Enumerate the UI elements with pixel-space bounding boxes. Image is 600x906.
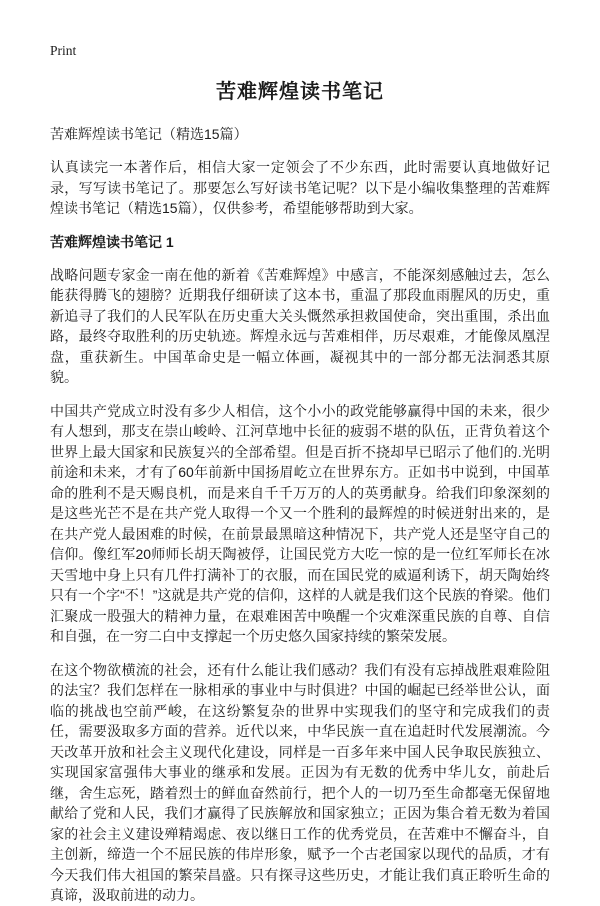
section-1-paragraph-3: 在这个物欲横流的社会，还有什么能让我们感动？我们有没有忘掉战胜艰难险阻的法宝？我们怎样在一脉相承的事业中与时俱进？中国的崛起已经举世公认，面临的挑战也空前严峻，在这纷繁复杂的世界中实现我们的坚守和完成我们的责任，需要汲取多方面的营养。近代以来，中华民族一直在追赶时代发展潮流。今天改革开放和社会主义现代化建设，同样是一百多年来中国人民争取民族独立、实现国家富强伟大事业的继承和发展。正因为有无数的优秀中华儿女，前赴后继，舍生忘死，踏着烈士的鲜血奋然前行，把个人的一切乃至生命都毫无保留地献给了党和人民，我们才赢得了民族解放和国家独立；正因为集合着无数为着国家的社会主义建设殚精竭虑、夜以继日工作的优秀党员，在苦难中不懈奋斗，自主创新，缔造一个不屈民族的伟岸形象，赋予一个古老国家以现代的品质，才有今天我们伟大祖国的繁荣昌盛。只有探寻这些历史，才能让我们真正聆听生命的真谛，汲取前进的动力。 [50, 661, 550, 903]
print-button[interactable]: Print [50, 43, 77, 58]
section-1-paragraph-1: 战略问题专家金一南在他的新着《苦难辉煌》中感言，不能深刻感触过去，怎么能获得腾飞的翅膀？近期我仔细研读了这本书，重温了那段血雨腥风的历史，重新追寻了我们的人民军队在历史重大关头慨然承担救国使命，突出重围，杀出血路，最终夺取胜利的历史轨迹。辉煌永远与苦难相伴，历尽艰难，才能像凤凰涅盘，重获新生。中国革命史是一幅立体画，凝视其中的一部分都无法洞悉其原貌。 [50, 266, 550, 385]
document-subtitle: 苦难辉煌读书笔记（精选15篇） [50, 126, 248, 142]
section-1-paragraph-2: 中国共产党成立时没有多少人相信，这个小小的政党能够赢得中国的未来，很少有人想到，那支在崇山峻岭、江河草地中长征的疲弱不堪的队伍，正背负着这个世界上最大国家和民族复兴的全部希望。但是百折不挠却早已昭示了他们的.光明前途和未来，才有了60年前新中国扬眉屹立在世界东方。正如书中说到，中国革命的胜利不是天赐良机，而是来自千千万万的人的英勇献身。给我们印象深刻的是这些光芒不是在共产党人取得一个又一个胜利的最辉煌的时候迸射出来的，是在共产党人最困难的时候，在前景最黑暗这种情况下，共产党人还是坚守自己的信仰。像红军20师师长胡天陶被俘，让国民党方大吃一惊的是一位红军师长在冰天雪地中身上只有几件打满补丁的衣服，而在国民党的威逼利诱下，胡天陶始终只有一个字“不！”这就是共产党的信仰，这样的人就是我们这个民族的脊梁。他们汇聚成一股强大的精神力量，在艰难困苦中唤醒一个灾难深重民族的自尊、自信和自强，在一穷二白中支撑起一个历史悠久国家持续的繁荣发展。 [50, 402, 550, 644]
page-title: 苦难辉煌读书笔记 [216, 81, 384, 103]
section-heading-1: 苦难辉煌读书笔记 1 [50, 233, 174, 250]
intro-paragraph: 认真读完一本著作后，相信大家一定领会了不少东西，此时需要认真地做好记录，写写读书笔记了。那要怎么写好读书笔记呢？以下是小编收集整理的苦难辉煌读书笔记（精选15篇），仅供参考，希望能够帮助到大家。 [50, 159, 550, 216]
